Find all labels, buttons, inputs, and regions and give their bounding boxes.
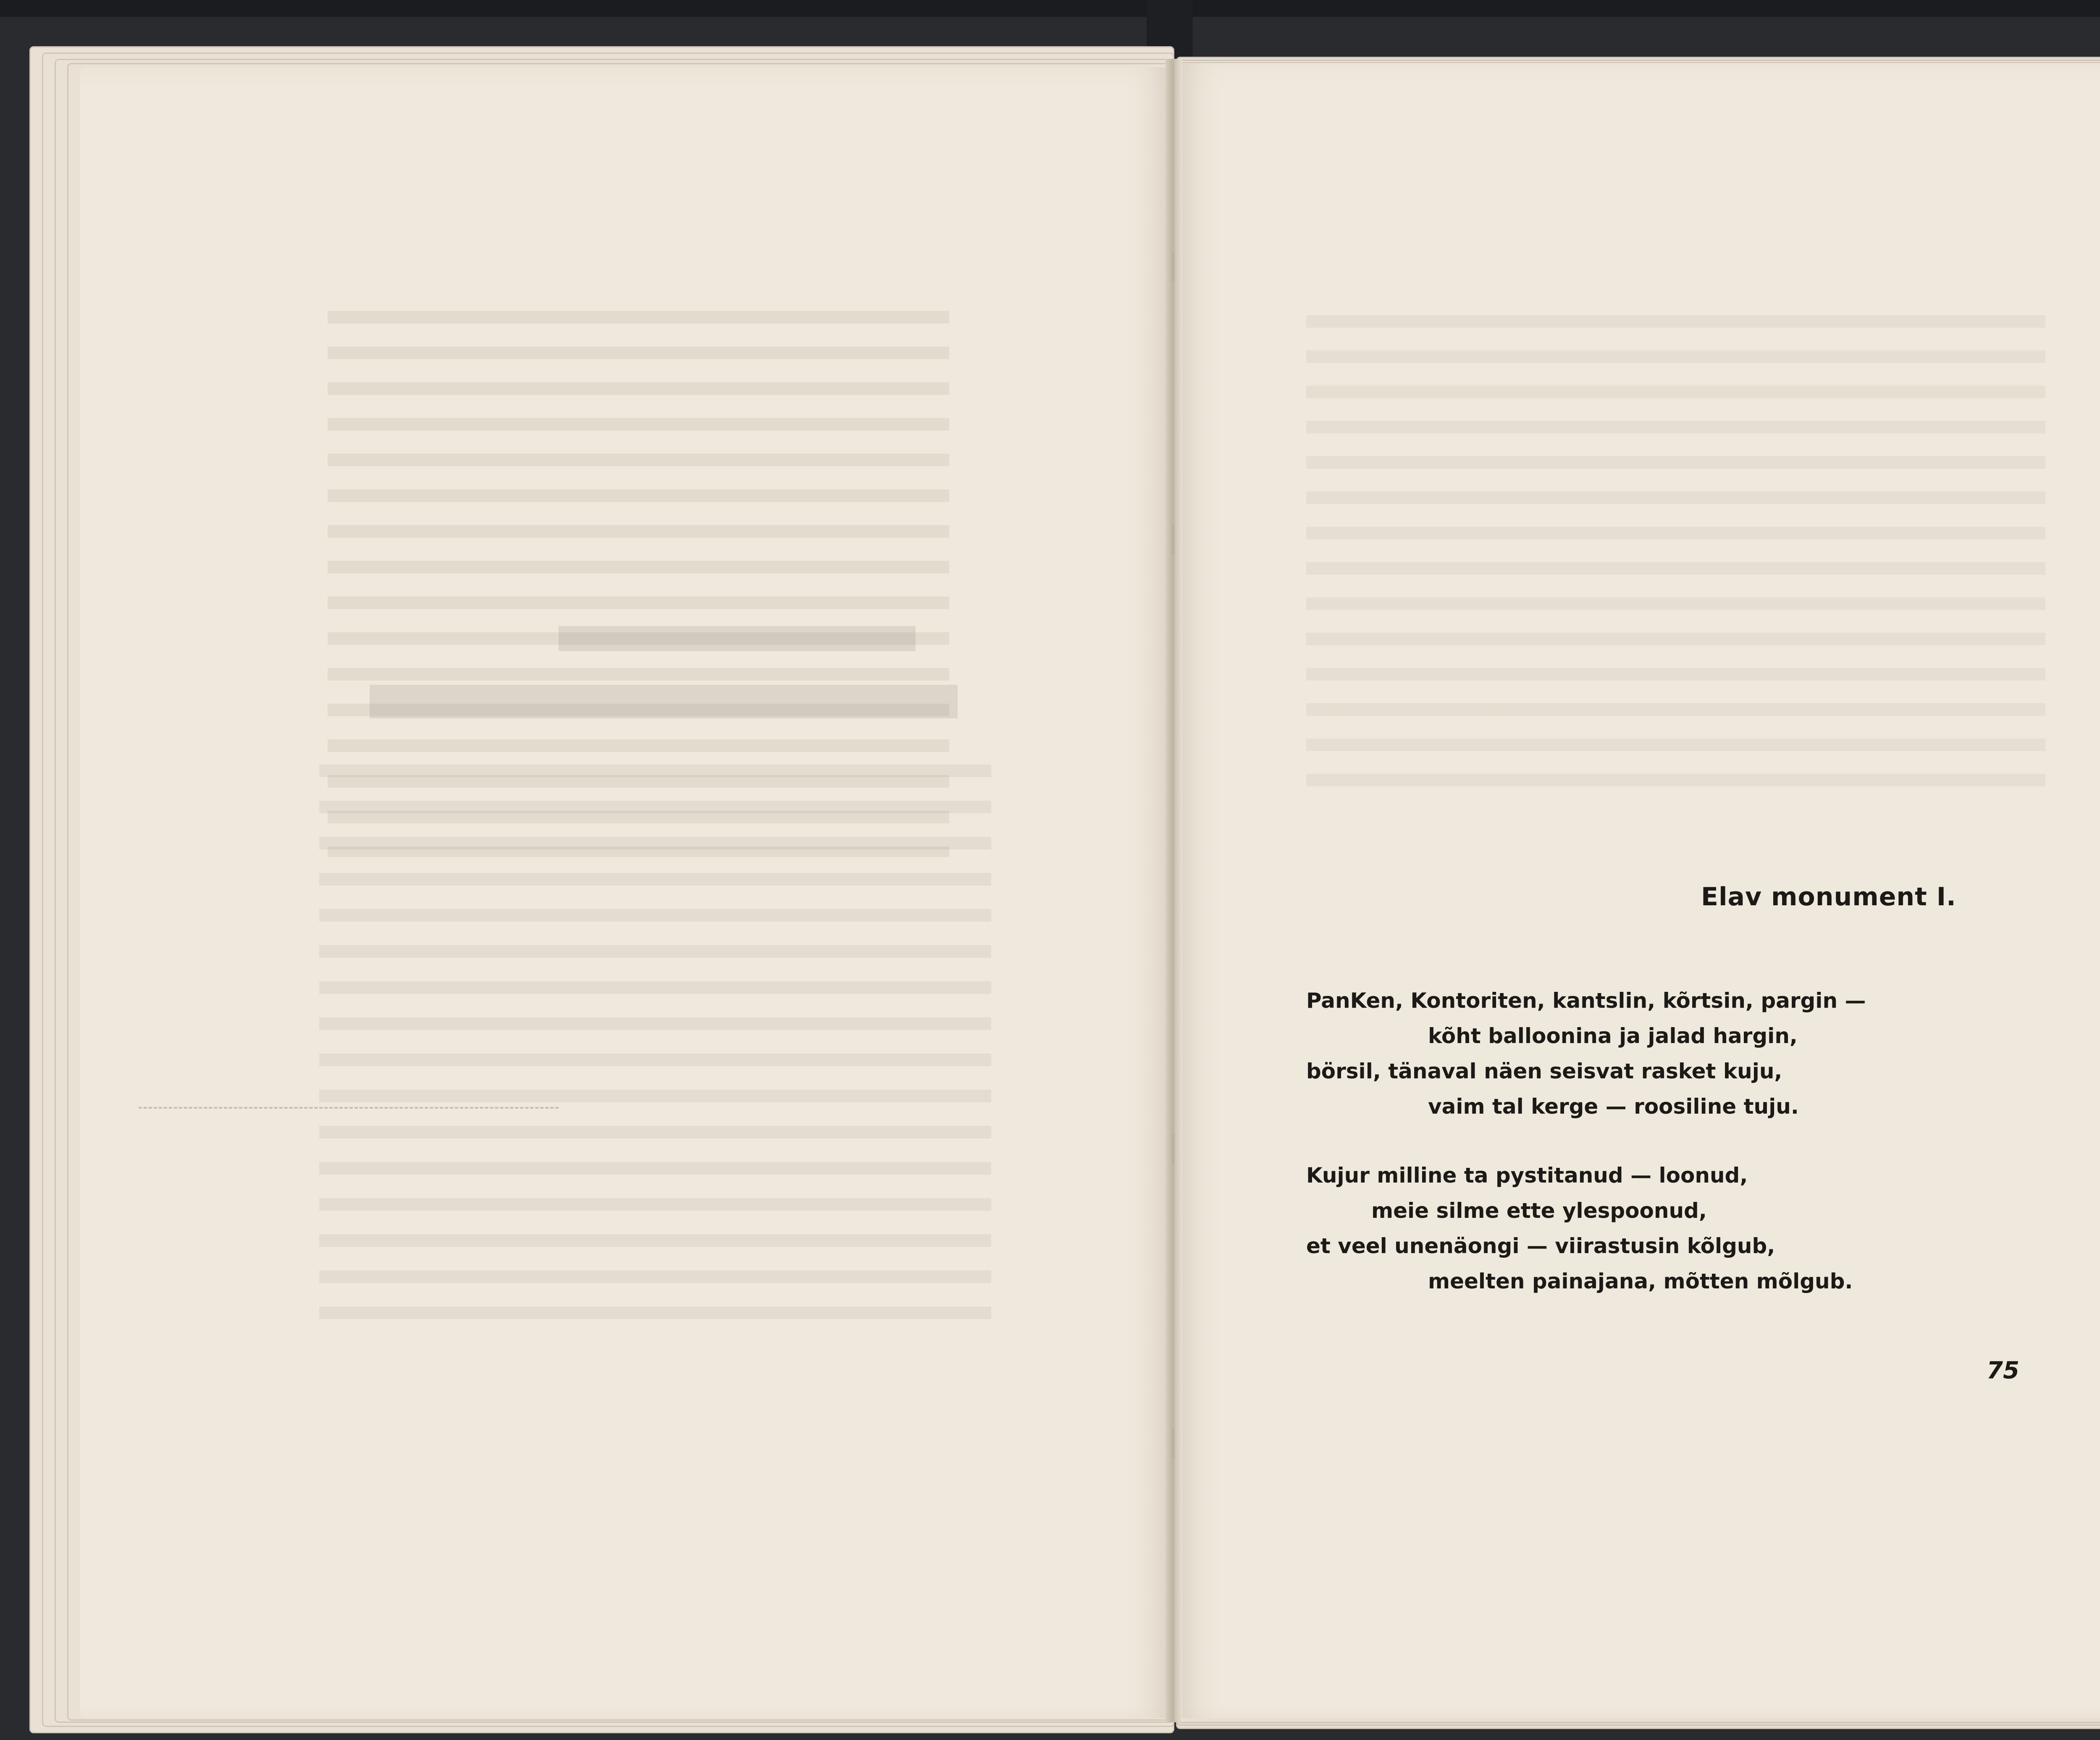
- poem-body: [1306, 983, 1866, 1333]
- stanza: [1306, 983, 1866, 1124]
- show-through-block: [319, 765, 991, 1327]
- stitch-mark: [1172, 1428, 1174, 1458]
- scan-background-top: [0, 0, 2100, 17]
- right-page: [1176, 63, 2100, 1718]
- poem-title: Elav monument I.: [1701, 882, 1956, 912]
- stanza: [1306, 1158, 1866, 1299]
- show-through-dashed-line: [139, 1107, 559, 1109]
- poem-line: PanKen, Kontoriten, kantslin, kõrtsin, pargin —: [1306, 988, 1866, 1013]
- show-through-heading: [370, 685, 958, 718]
- poem-line: vaim tal kerge — roosiline tuju.: [1428, 1094, 1799, 1119]
- page-number: 75: [1987, 1357, 2019, 1384]
- poem-line: kõht balloonina ja jalad hargin,: [1428, 1024, 1798, 1048]
- book-gutter: [1166, 59, 1182, 1722]
- show-through-heading: [559, 626, 916, 651]
- poem-line: börsil, tänaval näen seisvat rasket kuju,: [1306, 1059, 1782, 1083]
- poem-line: meelten painajana, mõtten mõlgub.: [1428, 1269, 1853, 1293]
- poem-line: meie silme ette ylespoonud,: [1371, 1199, 1707, 1223]
- stitch-mark: [1172, 525, 1174, 555]
- poem-line: et veel unenäongi — viirastusin kõlgub,: [1306, 1234, 1775, 1258]
- poem-line: Kujur milline ta pystitanud — loonud,: [1306, 1163, 1748, 1188]
- stitch-mark: [1172, 252, 1174, 281]
- show-through-block: [1306, 315, 2045, 790]
- stitch-mark: [1172, 1134, 1174, 1164]
